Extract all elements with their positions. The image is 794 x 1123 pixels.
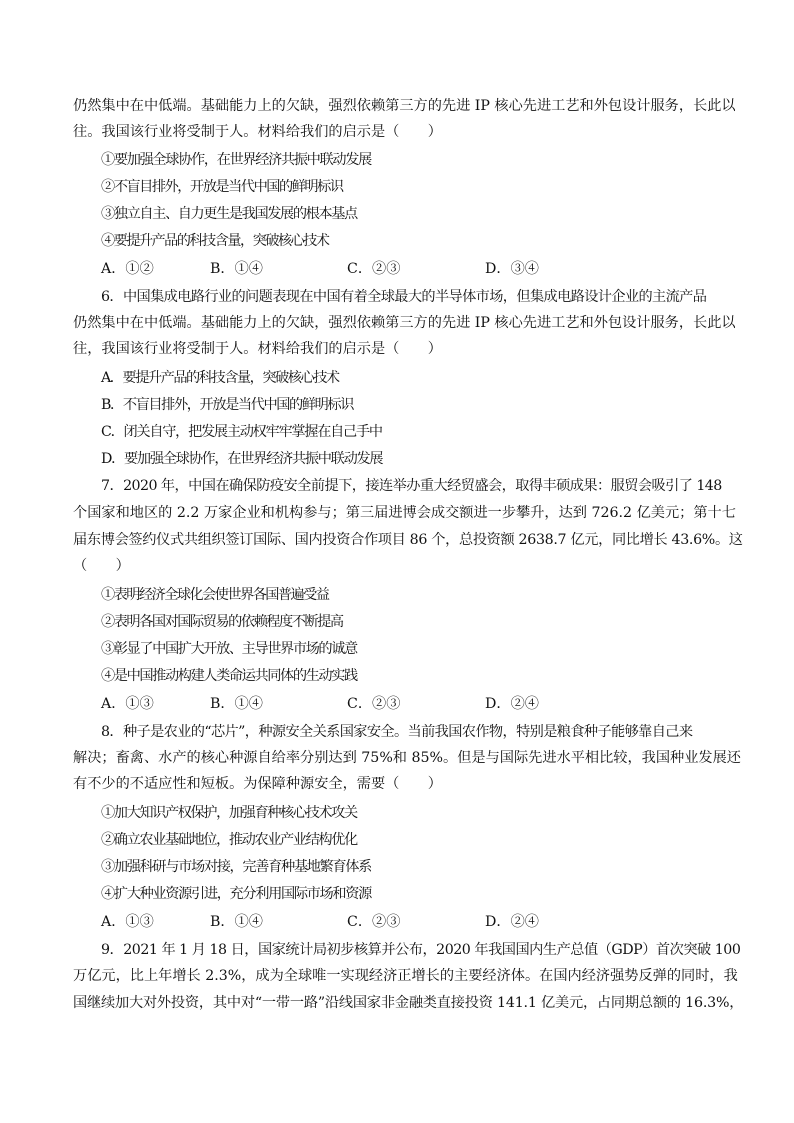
q8-statement: ④扩大种业资源引进，充分利用国际市场和资源 (101, 886, 371, 902)
q6-option-a[interactable]: A．要提升产品的科技含量，突破核心技术 (101, 370, 339, 386)
q7-statement: ②表明各国对国际贸易的依赖程度不断提高 (101, 614, 343, 630)
q6-option-d[interactable]: D．要加强全球协作，在世界经济共振中联动发展 (101, 451, 383, 467)
q7-option-c[interactable]: C．②③ (347, 696, 401, 712)
q6-stem-line: 仍然集中在中低端。基础能力上的欠缺，强烈依赖第三方的先进 IP 核心先进工艺和外包设计服务，长此以 (73, 315, 736, 331)
q5-stem-line: 仍然集中在中低端。基础能力上的欠缺，强烈依赖第三方的先进 IP 核心先进工艺和外包设计服务，长此以 (73, 98, 736, 114)
q5-option-c[interactable]: C．②③ (347, 261, 401, 277)
q5-stem-line: 往。我国该行业将受制于人。材料给我们的启示是（ ） (73, 124, 442, 140)
q6-option-b[interactable]: B．不盲目排外，开放是当代中国的鲜明标识 (101, 397, 353, 413)
q9-stem-line: 9．2021 年 1 月 18 日，国家统计局初步核算并公布，2020 年我国国内生产总值（GDP）首次突破 100 (101, 942, 741, 958)
q5-option-d[interactable]: D．③④ (485, 261, 539, 277)
q6-stem-line: 6．中国集成电路行业的问题表现在中国有着全球最大的半导体市场，但集成电路设计企业的主流产品 (101, 289, 707, 305)
q8-option-b[interactable]: B．①④ (210, 914, 263, 930)
q8-statement: ①加大知识产权保护，加强育种核心技术攻关 (101, 805, 357, 821)
q7-stem-line: 个国家和地区的 2.2 万家企业和机构参与；第三届进博会成交额进一步攀升，达到 726.2 亿美元；第十七 (73, 505, 736, 521)
q9-stem-line: 国继续加大对外投资，其中对“一带一路”沿线国家非金融类直接投资 141.1 亿美元，占同期总额的 16.3%， (73, 995, 744, 1011)
q7-stem-line: （ ） (73, 558, 130, 574)
q8-statement: ③加强科研与市场对接，完善育种基地繁育体系 (101, 859, 371, 875)
q8-stem-line: 8．种子是农业的“芯片”，种源安全关系国家安全。当前我国农作物，特别是粮食种子能够靠自己来 (101, 724, 693, 740)
q7-option-d[interactable]: D．②④ (485, 696, 539, 712)
q8-option-c[interactable]: C．②③ (347, 914, 401, 930)
q8-option-a[interactable]: A．①③ (101, 914, 154, 930)
q5-statement: ③独立自主、自力更生是我国发展的根本基点 (101, 206, 357, 222)
q5-option-b[interactable]: B．①④ (210, 261, 263, 277)
q7-statement: ①表明经济全球化会使世界各国普遍受益 (101, 587, 329, 603)
q7-statement: ④是中国推动构建人类命运共同体的生动实践 (101, 668, 357, 684)
q9-stem-line: 万亿元，比上年增长 2.3%，成为全球唯一实现经济正增长的主要经济体。在国内经济强势反弹的同时，我 (73, 968, 738, 984)
q5-statement: ④要提升产品的科技含量，突破核心技术 (101, 233, 329, 249)
q7-option-a[interactable]: A．①③ (101, 696, 154, 712)
q5-statement: ①要加强全球协作，在世界经济共振中联动发展 (101, 152, 371, 168)
q8-statement: ②确立农业基础地位，推动农业产业结构优化 (101, 832, 357, 848)
q5-statement: ②不盲目排外，开放是当代中国的鲜明标识 (101, 179, 343, 195)
q6-option-c[interactable]: C．闭关自守，把发展主动权牢牢掌握在自己手中 (101, 424, 382, 440)
q8-option-d[interactable]: D．②④ (485, 914, 539, 930)
q8-stem-line: 解决；畜禽、水产的核心种源自给率分别达到 75%和 85%。但是与国际先进水平相比较，我国种业发展还 (73, 750, 741, 766)
q7-stem-line: 届东博会签约仪式共组织签订国际、国内投资合作项目 86 个，总投资额 2638.7 亿元，同比增长 43.6%。这 (73, 532, 743, 548)
q8-stem-line: 有不少的不适应性和短板。为保障种源安全，需要（ ） (73, 776, 442, 792)
q7-statement: ③彰显了中国扩大开放、主导世界市场的诚意 (101, 641, 357, 657)
q6-stem-line: 往，我国该行业将受制于人。材料给我们的启示是（ ） (73, 341, 442, 357)
q5-option-a[interactable]: A．①② (101, 261, 154, 277)
q7-option-b[interactable]: B．①④ (210, 696, 263, 712)
q7-stem-line: 7．2020 年，中国在确保防疫安全前提下，接连举办重大经贸盛会，取得丰硕成果：服贸会吸引了 148 (101, 478, 722, 494)
